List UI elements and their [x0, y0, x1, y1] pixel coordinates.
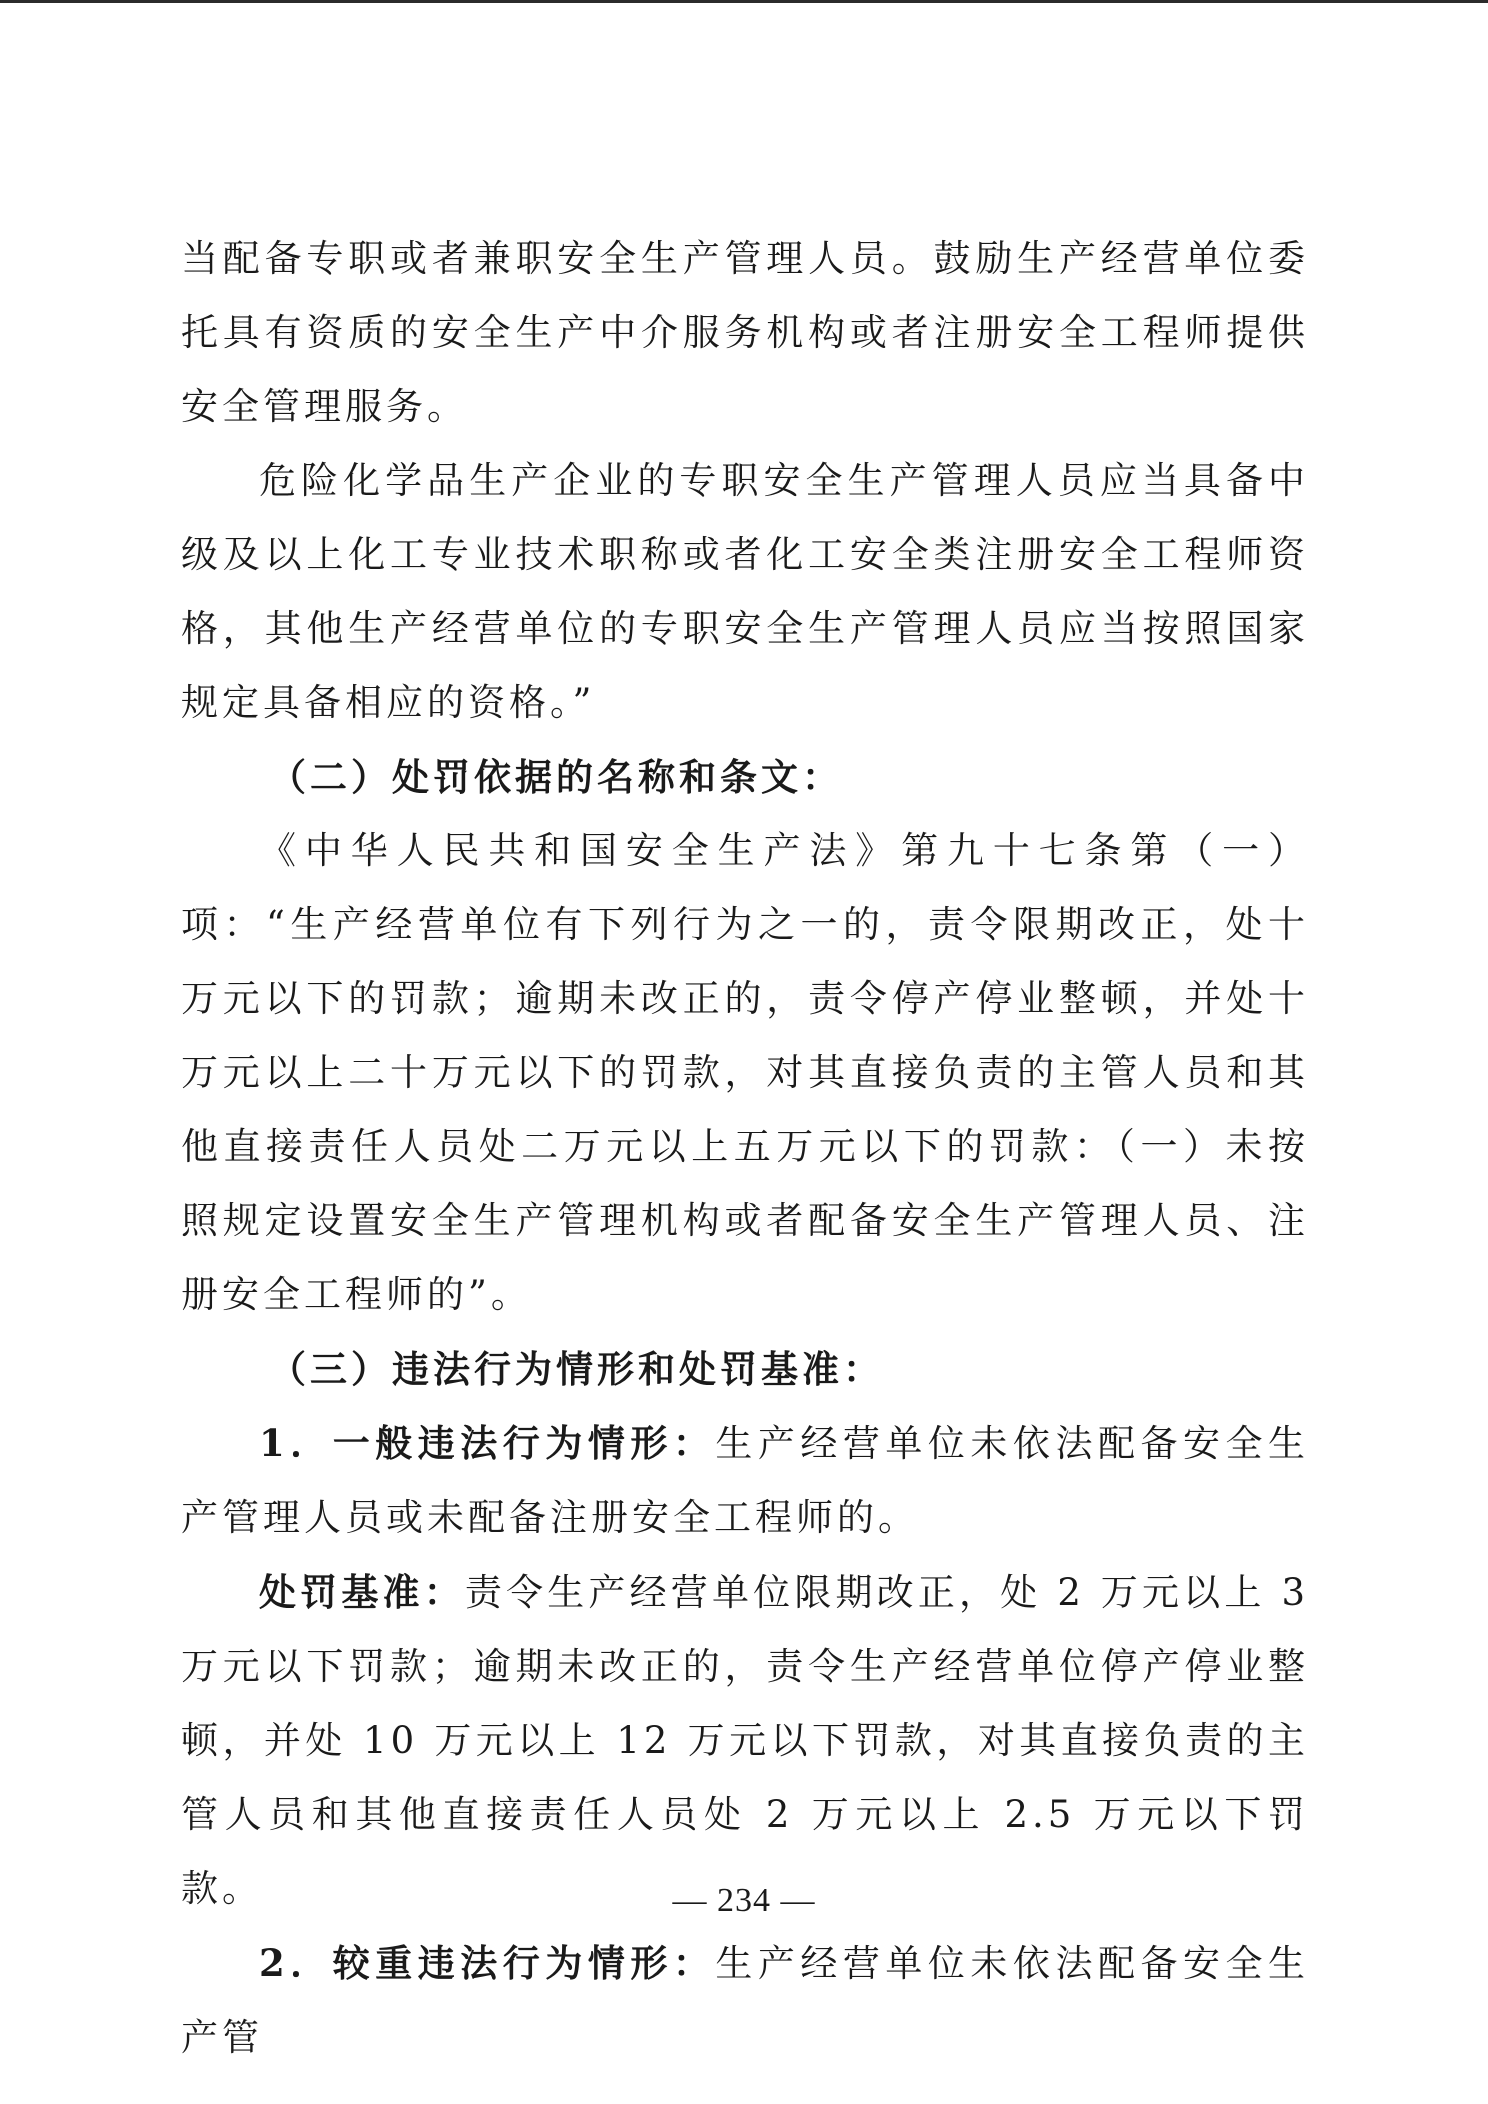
paragraph-serious-violation [181, 1926, 1309, 2075]
section-heading-penalty-basis: （二）处罚依据的名称和条文： [269, 755, 843, 799]
paragraph-continuation: 当配备专职或者兼职安全生产管理人员。鼓励生产经营单位委托具有资质的安全生产中介服务机构或者注册安全工程师提供安全管理服务。 [181, 237, 1309, 428]
general-violation-text: 生产经营单位未依法配备安全生产管理人员或未配备注册安全工程师的。 [181, 1422, 1309, 1539]
paragraph-general-violation [181, 1406, 1309, 1555]
serious-violation-text: 生产经营单位未依法配备安全生产管 [181, 1942, 1309, 2059]
penalty-standard-label: 处罚基准： [259, 1570, 465, 1614]
top-border-rule [0, 0, 1488, 3]
paragraph-chemical-enterprise: 危险化学品生产企业的专职安全生产管理人员应当具备中级及以上化工专业技术职称或者化工安全类注册安全工程师资格，其他生产经营单位的专职安全生产管理人员应当按照国家规定具备相应的资格。” [181, 459, 1309, 724]
serious-violation-label: 2．较重违法行为情形： [259, 1941, 716, 1985]
general-violation-label: 1．一般违法行为情形： [259, 1421, 716, 1465]
section-heading-violation-circumstances: （三）违法行为情形和处罚基准： [269, 1347, 884, 1391]
penalty-standard-text: 责令生产经营单位限期改正，处 2 万元以上 3 万元以下罚款；逾期未改正的，责令生产经营单位停产停业整顿，并处 10 万元以上 12 万元以下罚款，对其直接负责的主管人员和其他直接责任人员处 2 万元以上 2.5 万元以下罚款。 [181, 1571, 1309, 1910]
paragraph-law-article: 《中华人民共和国安全生产法》第九十七条第（一）项：“生产经营单位有下列行为之一的，责令限期改正，处十万元以下的罚款；逾期未改正的，责令停产停业整顿，并处十万元以上二十万元以下的罚款，对其直接负责的主管人员和其他直接责任人员处二万元以上五万元以下的罚款：（一）未按照规定设置安全生产管理机构或者配备安全生产管理人员、注册安全工程师的”。 [181, 829, 1309, 1316]
page-number: — 234 — [672, 1882, 816, 1919]
document-body [181, 222, 1309, 2075]
paragraph-penalty-standard [181, 1555, 1309, 1926]
